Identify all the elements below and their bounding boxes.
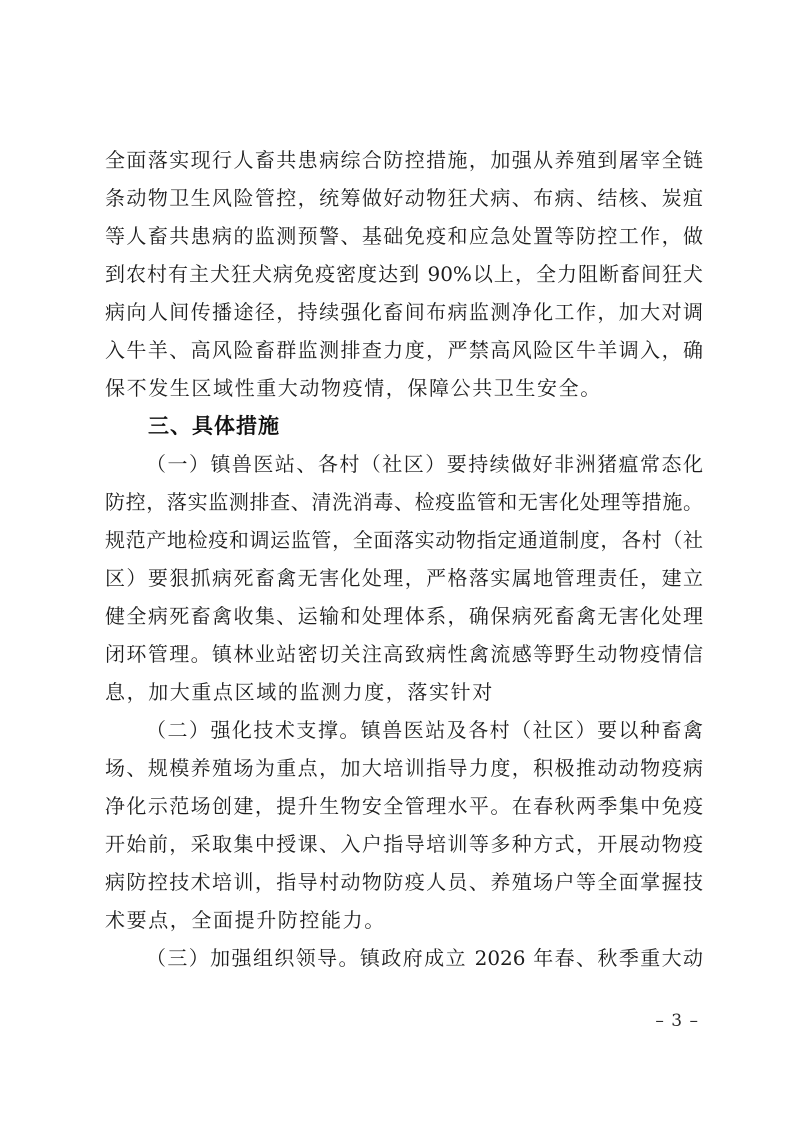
body-line: 规范产地检疫和调运监管，全面落实动物指定通道制度，各村（社: [105, 528, 703, 552]
body-line: 闭环管理。镇林业站密切关注高致病性禽流感等野生动物疫情信: [105, 642, 703, 666]
body-line: 条动物卫生风险管控，统筹做好动物狂犬病、布病、结核、炭疽: [105, 186, 703, 210]
page-number: – 3 –: [655, 1011, 699, 1031]
body-line: 入牛羊、高风险畜群监测排查力度，严禁高风险区牛羊调入，确: [105, 338, 703, 362]
body-line: 保不发生区域性重大动物疫情，保障公共卫生安全。: [105, 376, 602, 400]
body-line: （一）镇兽医站、各村（社区）要持续做好非洲猪瘟常态化: [146, 452, 703, 476]
body-line: 全面落实现行人畜共患病综合防控措施，加强从养殖到屠宰全链: [105, 148, 703, 172]
body-line: 息，加大重点区域的监测力度，落实针对: [105, 680, 494, 704]
body-line: 场、规模养殖场为重点，加大培训指导力度，积极推动动物疫病: [105, 756, 703, 780]
body-line: 净化示范场创建，提升生物安全管理水平。在春秋两季集中免疫: [105, 794, 703, 818]
body-line: 病向人间传播途径，持续强化畜间布病监测净化工作，加大对调: [105, 300, 703, 324]
body-line: 防控，落实监测排查、清洗消毒、检疫监管和无害化处理等措施。: [105, 490, 703, 514]
body-line: 健全病死畜禽收集、运输和处理体系，确保病死畜禽无害化处理: [105, 604, 703, 628]
body-line: 等人畜共患病的监测预警、基础免疫和应急处置等防控工作，做: [105, 224, 703, 248]
body-line: 开始前，采取集中授课、入户指导培训等多种方式，开展动物疫: [105, 832, 703, 856]
body-line: （三）加强组织领导。镇政府成立 2026 年春、秋季重大动: [146, 946, 703, 970]
section-heading: 三、具体措施: [148, 414, 280, 438]
document-content: [105, 141, 703, 977]
body-line: 到农村有主犬狂犬病免疫密度达到 90%以上，全力阻断畜间狂犬: [105, 262, 703, 286]
body-line: 术要点，全面提升防控能力。: [105, 908, 386, 932]
body-line: 区）要狠抓病死畜禽无害化处理，严格落实属地管理责任，建立: [105, 566, 703, 590]
body-line: 病防控技术培训，指导村动物防疫人员、养殖场户等全面掌握技: [105, 870, 703, 894]
body-line: （二）强化技术支撑。镇兽医站及各村（社区）要以种畜禽: [146, 718, 703, 742]
